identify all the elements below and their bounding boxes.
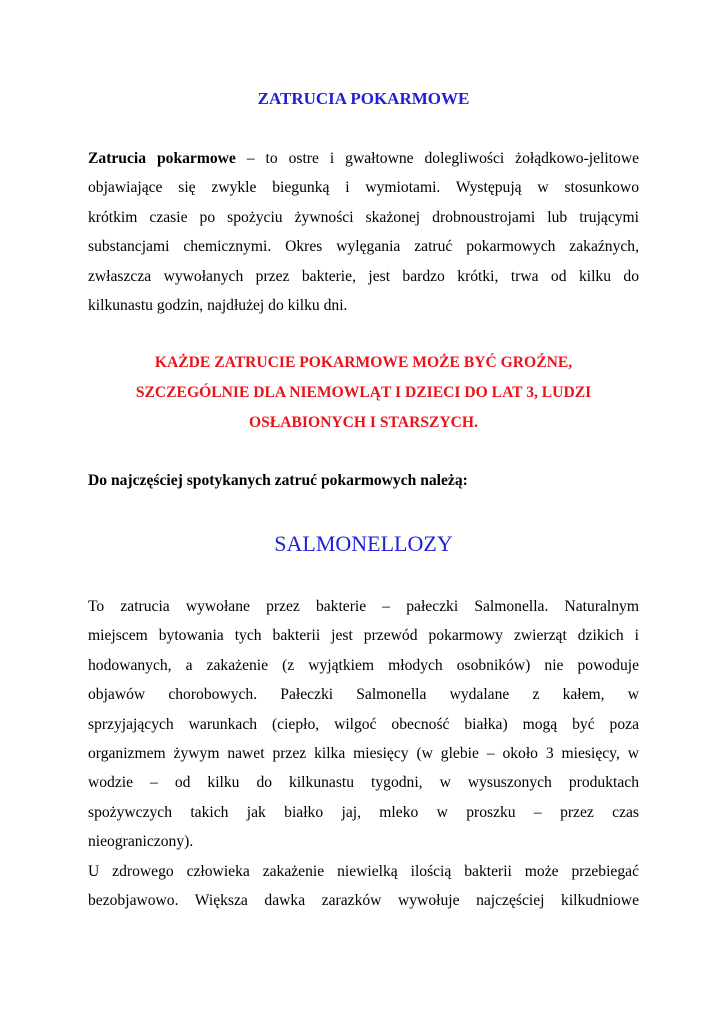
paragraph-line: nieograniczony). <box>88 833 194 851</box>
warning-line: OSŁABIONYCH I STARSZYCH. <box>249 414 478 431</box>
section-title: SALMONELLOZY <box>274 531 453 556</box>
paragraph-line: wodzie – od kilku do kilkunastu tygodni, w wysuszonych produktach <box>88 774 639 792</box>
paragraph-line: To zatrucia wywołane przez bakterie – pałeczki Salmonella. Naturalnym <box>88 598 639 615</box>
document-title: ZATRUCIA POKARMOWE <box>257 89 470 108</box>
section-paragraph <box>88 592 639 915</box>
paragraph-line: sprzyjających warunkach (ciepło, wilgoć obecność białka) mogą być poza <box>88 715 639 733</box>
paragraph-line: krótkim czasie po spożyciu żywności skażonej drobnoustrojami lub trującymi <box>88 208 639 226</box>
list-intro-heading: Do najczęściej spotykanych zatruć pokarmowych należą: <box>88 472 468 489</box>
paragraph-line: bezobjawowo. Większa dawka zarazków wywołuje najczęściej kilkudniowe <box>88 891 639 909</box>
paragraph-line: objawów chorobowych. Pałeczki Salmonella wydalane z kałem, w <box>88 686 639 704</box>
warning-line: SZCZEGÓLNIE DLA NIEMOWLĄT I DZIECI DO LAT 3, LUDZI <box>135 384 592 401</box>
definition-text: – to ostre i gwałtowne dolegliwości żołądkowo-jelitowe <box>235 150 639 167</box>
warning-line: KAŻDE ZATRUCIE POKARMOWE MOŻE BYĆ GROŹNE, <box>154 354 573 371</box>
paragraph-line: objawiające się zwykle biegunką i wymiotami. Występują w stosunkowo <box>88 179 639 197</box>
paragraph-line: kilkunastu godzin, najdłużej do kilku dni. <box>88 296 348 314</box>
warning-notice <box>88 348 639 438</box>
paragraph-line: spożywczych takich jak białko jaj, mleko w proszku – przez czas <box>88 803 639 821</box>
paragraph-line: U zdrowego człowieka zakażenie niewielką ilością bakterii może przebiegać <box>88 862 639 880</box>
paragraph-line: zwłaszcza wywołanych przez bakterie, jest bardzo krótki, trwa od kilku do <box>88 267 639 285</box>
paragraph-line: hodowanych, a zakażenie (z wyjątkiem młodych osobników) nie powoduje <box>88 656 639 674</box>
definition-paragraph <box>88 144 639 320</box>
paragraph-line: organizmem żywym nawet przez kilka miesięcy (w glebie – około 3 miesięcy, w <box>88 744 639 762</box>
paragraph-line <box>88 144 639 173</box>
paragraph-line: miejscem bytowania tych bakterii jest przewód pokarmowy zwierząt dzikich i <box>88 627 639 645</box>
paragraph-line: substancjami chemicznymi. Okres wylęgania zatruć pokarmowych zakaźnych, <box>88 238 639 256</box>
defined-term: Zatrucia pokarmowe <box>88 150 236 167</box>
